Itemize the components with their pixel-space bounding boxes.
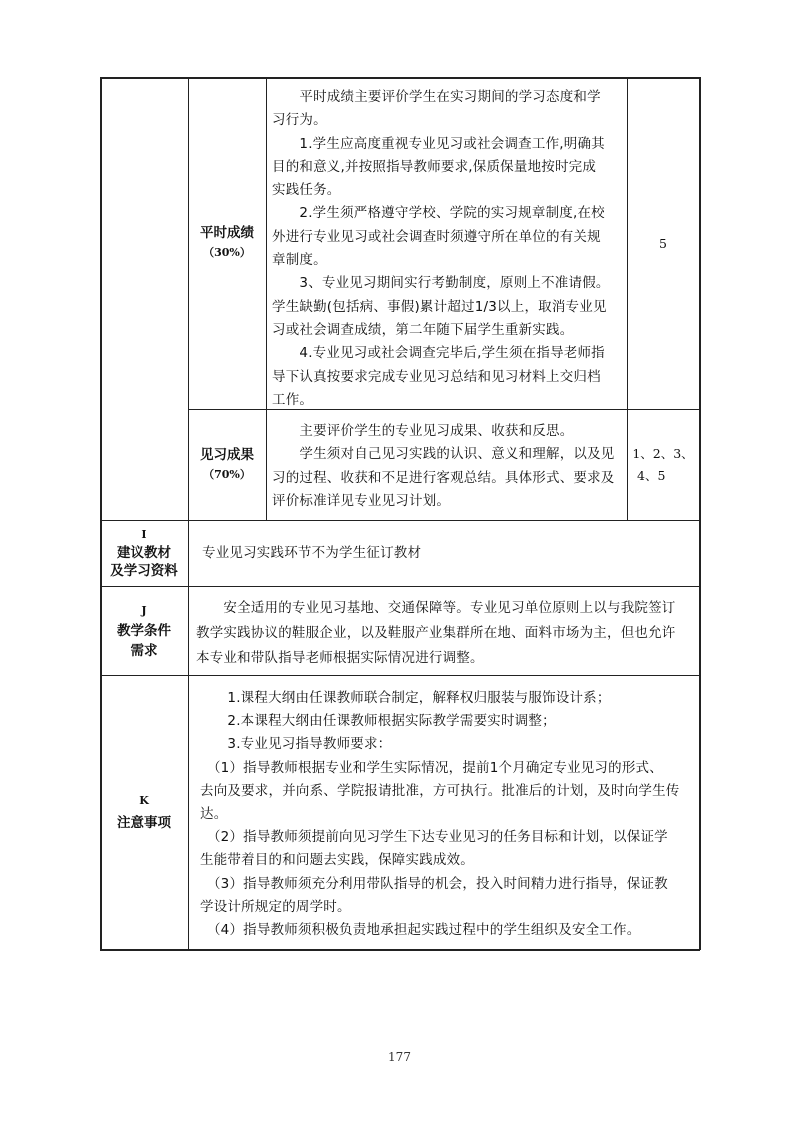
section-j-line: 安全适用的专业见习基地、交通保障等。专业见习单位原则上以与我院签订	[196, 600, 676, 616]
usual-line: 外进行专业见习或社会调查时须遵守所在单位的有关规	[272, 228, 601, 245]
usual-line: 工作。	[272, 391, 314, 408]
section-k-line: 去向及要求，并向系、学院报请批准，方可执行。批准后的计划，及时向学生传	[200, 782, 680, 799]
result-score-line: 1、2、3、	[632, 445, 694, 461]
table-border-bottom	[100, 949, 700, 951]
section-j-line: 教学实践协议的鞋服企业，以及鞋服产业集群所在地、面料市场为主，但也允许	[196, 625, 676, 641]
usual-line: 章制度。	[272, 252, 327, 269]
section-k-line: （3）指导教师须充分利用带队指导的机会，投入时间精力进行指导，保证教	[200, 875, 668, 892]
section-j-line: 本专业和带队指导老师根据实际情况进行调整。	[196, 650, 484, 666]
result-grade-title: 见习成果	[200, 446, 254, 463]
section-k-line: 学设计所规定的周学时。	[200, 898, 351, 915]
usual-line: 目的和意义,并按照指导教师要求,保质保量地按时完成	[272, 158, 597, 175]
section-k-line: （2）指导教师须提前向见习学生下达专业见习的任务目标和计划，以保证学	[200, 829, 668, 846]
divider-section-i	[100, 520, 700, 521]
result-score-line: 4、5	[637, 467, 666, 483]
section-i-title-line: 及学习资料	[110, 563, 178, 579]
usual-grade-description	[272, 86, 624, 412]
divider-grade-label	[266, 77, 267, 520]
section-k-line: （4）指导教师须积极负责地承担起实践过程中的学生组织及安全工作。	[200, 922, 641, 939]
section-i-content: 专业见习实践环节不为学生征订教材	[202, 545, 422, 561]
section-j-content	[196, 596, 696, 671]
section-k-letter: K	[139, 794, 149, 807]
section-k-label	[100, 675, 188, 949]
section-k-line: 3.专业见习指导教师要求：	[200, 736, 392, 753]
usual-line: 习行为。	[272, 112, 327, 129]
result-line: 评价标准详见专业见习计划。	[272, 492, 451, 509]
result-grade-weight: （70%）	[203, 467, 251, 481]
usual-line: 1.学生应高度重视专业见习或社会调查工作,明确其	[272, 135, 605, 152]
section-k-content	[200, 687, 696, 942]
section-j-label	[100, 586, 188, 675]
result-grade-score	[627, 409, 699, 520]
usual-line: 习或社会调查成绩，第二年随下届学生重新实践。	[272, 321, 574, 338]
section-j-title-line: 教学条件	[117, 622, 171, 639]
result-line: 学生须对自己见习实践的认识、意义和理解，以及见	[272, 446, 615, 463]
section-i-title-line: 建议教材	[117, 545, 171, 561]
usual-grade-weight: （30%）	[203, 246, 251, 259]
section-k-line: 1.课程大纲由任课教师联合制定，解释权归服装与服饰设计系；	[200, 690, 611, 706]
usual-grade-label	[188, 77, 266, 409]
section-i-label	[100, 520, 188, 586]
usual-line: 导下认真按要求完成专业见习总结和见习材料上交归档	[272, 368, 601, 385]
result-grade-description	[272, 420, 624, 513]
section-i-letter: I	[141, 528, 147, 541]
section-k-line: （1）指导教师根据专业和学生实际情况，提前1个月确定专业见习的形式、	[200, 759, 663, 776]
section-j-title-line: 需求	[130, 642, 158, 659]
usual-line: 4.专业见习或社会调查完毕后,学生须在指导老师指	[272, 345, 605, 362]
section-j-letter: J	[141, 603, 147, 617]
divider-section-k	[100, 675, 700, 676]
section-k-line: 生能带着目的和问题去实践，保障实践成效。	[200, 852, 474, 869]
usual-line: 3、专业见习期间实行考勤制度，原则上不准请假。	[272, 275, 610, 292]
section-k-line: 达。	[200, 806, 228, 823]
usual-grade-title: 平时成绩	[200, 225, 254, 241]
table-border-right	[699, 77, 701, 950]
usual-line: 实践任务。	[272, 182, 341, 199]
page-number: 177	[388, 1050, 411, 1064]
section-k-line: 2.本课程大纲由任课教师根据实际教学需要实时调整；	[200, 713, 556, 730]
usual-line: 平时成绩主要评价学生在实习期间的学习态度和学	[272, 89, 601, 105]
usual-line: 学生缺勤(包括病、事假)累计超过1/3以上，取消专业见	[272, 298, 607, 315]
result-line: 习的过程、收获和不足进行客观总结。具体形式、要求及	[272, 469, 615, 486]
result-grade-label	[188, 409, 266, 520]
usual-grade-score: 5	[659, 235, 667, 251]
result-line: 主要评价学生的专业见习成果、收获和反思。	[272, 423, 574, 439]
divider-section-j	[100, 586, 700, 587]
usual-line: 2.学生须严格遵守学校、学院的实习规章制度,在校	[272, 205, 605, 222]
section-k-title: 注意事项	[117, 815, 171, 831]
